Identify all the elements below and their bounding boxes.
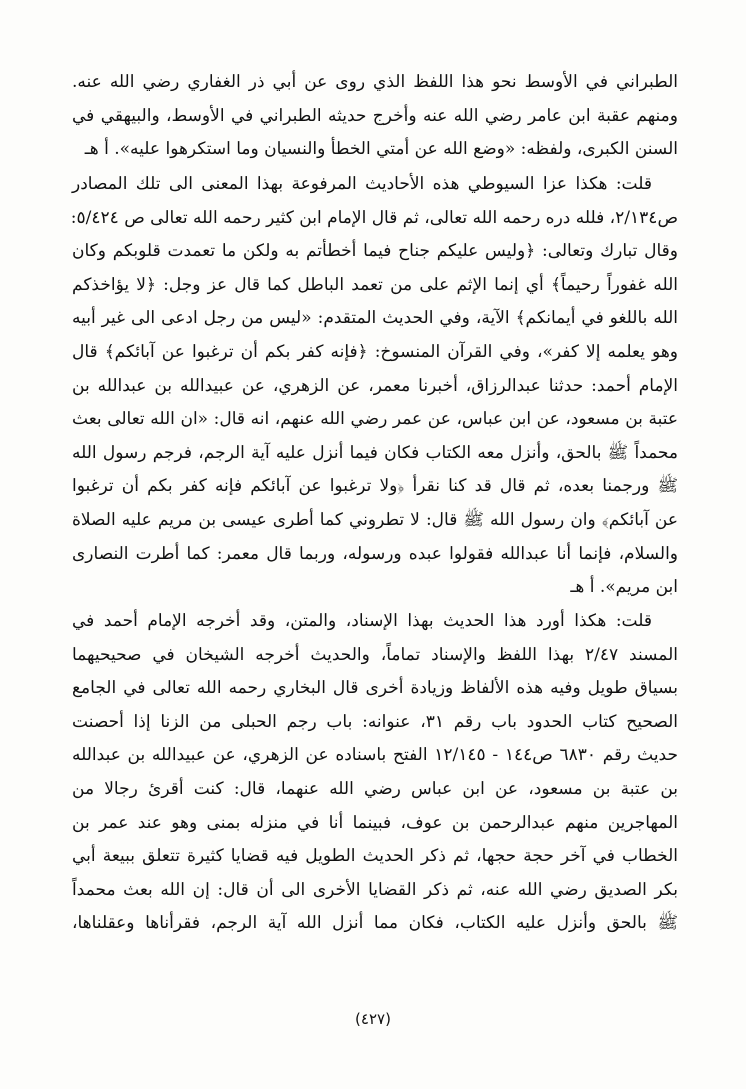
text-line: عن آبائكم﴾ وان رسول الله ﷺ قال: لا تطروني كما أطرى عيسى بن مريم عليه الصلاة [72, 509, 678, 530]
text-line: المسند ٢/٤٧ بهذا اللفظ والإسناد تماماً، والحديث أخرجه الشيخان في صحيحيهما [72, 644, 678, 665]
text-line: بكر الصديق رضي الله عنه، ثم ذكر القضايا الأخرى الى أن قال: إن الله بعث محمداً [72, 879, 678, 900]
text-line: حديث رقم ٦٨٣٠ ص١٤٤ - ١٢/١٤٥ الفتح باسناده عن الزهري، عن عبيدالله بن عبدالله [72, 745, 678, 766]
text-line: ﷺ ورجمنا بعده، ثم قال قد كنا نقرأ ﴿ولا ترغبوا عن آبائكم فإنه كفر بكم أن ترغبوا [72, 476, 678, 497]
text-line: قلت: هكذا أورد هذا الحديث بهذا الإسناد، والمتن، وقد أخرجه الإمام أحمد في [72, 611, 652, 631]
text-line: ص٢/١٣٤، فلله دره رحمه الله تعالى، ثم قال الإمام ابن كثير رحمه الله تعالى ص ٥/٤٢٤: [70, 207, 678, 228]
page-number: (٤٢٧) [355, 1010, 391, 1028]
text-line: بن عتبة بن مسعود، عن ابن عباس رضي الله عنهما، قال: كنت أقرئ رجالا من [72, 778, 678, 799]
paragraph-2 [72, 168, 678, 605]
text-line: قلت: هكذا عزا السيوطي هذه الأحاديث المرفوعة بهذا المعنى الى تلك المصادر [72, 174, 652, 194]
text-line: ابن مريم». أ هـ [570, 577, 678, 598]
text-line: الله غفوراً رحيماً﴾ أي إنما الإثم على من تعمد الباطل كما قال عز وجل: ﴿لا يؤاخذكم [72, 274, 678, 295]
text-line: المهاجرين منهم عبدالرحمن بن عوف، فبينما أنا في منزله بمنى وهو عند عمر بن [72, 812, 678, 833]
text-line: محمداً ﷺ بالحق، وأنزل معه الكتاب فكان فيما أنزل عليه آية الرجم، فرجم رسول الله [72, 442, 678, 463]
text-line: السنن الكبرى، ولفظه: «وضع الله عن أمتي الخطأ والنسيان وما استكرهوا عليه». أ هـ [84, 139, 678, 160]
text-line: عتبة بن مسعود، عن ابن عباس، عن عمر رضي الله عنهم، انه قال: «ان الله تعالى بعث [72, 409, 678, 430]
text-line: الصحيح كتاب الحدود باب رقم ٣١، عنوانه: باب رجم الحبلى من الزنا إذا أحصنت [72, 711, 679, 732]
text-line: ومنهم عقبة ابن عامر رضي الله عنه وأخرج حديثه الطبراني في الأوسط، والبيهقي في [72, 105, 678, 126]
text-line: والسلام، فإنما أنا عبدالله فقولوا عبده ورسوله، وربما قال معمر: كما أطرت النصارى [72, 543, 678, 564]
paragraph-1 [72, 66, 678, 167]
text-line: الله باللغو في أيمانكم﴾ الآية، وفي الحديث المتقدم: «ليس من رجل ادعى الى غير أبيه [72, 308, 678, 329]
text-line: وهو يعلمه إلا كفر»، وفي القرآن المنسوخ: ﴿فإنه كفر بكم أن ترغبوا عن آبائكم﴾ قال [72, 341, 678, 362]
text-line: الخطاب في آخر حجة حجها، ثم ذكر الحديث الطويل فيه قضايا كثيرة تتعلق ببيعة أبي [72, 846, 678, 867]
text-line: بسياق طويل وفيه هذه الألفاظ وزيادة أخرى قال البخاري رحمه الله تعالى في الجامع [72, 678, 678, 699]
text-line: ﷺ بالحق وأنزل عليه الكتاب، فكان مما أنزل الله آية الرجم، فقرأناها وعقلناها، [72, 913, 678, 934]
text-line: وقال تبارك وتعالى: ﴿وليس عليكم جناح فيما أخطأتم به ولكن ما تعمدت قلوبكم وكان [72, 241, 678, 262]
paragraph-3 [72, 605, 678, 941]
text-line: الطبراني في الأوسط نحو هذا اللفظ الذي روى عن أبي ذر الغفاري رضي الله عنه. [72, 72, 678, 92]
text-line: الإمام أحمد: حدثنا عبدالرزاق، أخبرنا معمر، عن الزهري، عن عبيدالله بن عبدالله بن [72, 375, 678, 396]
